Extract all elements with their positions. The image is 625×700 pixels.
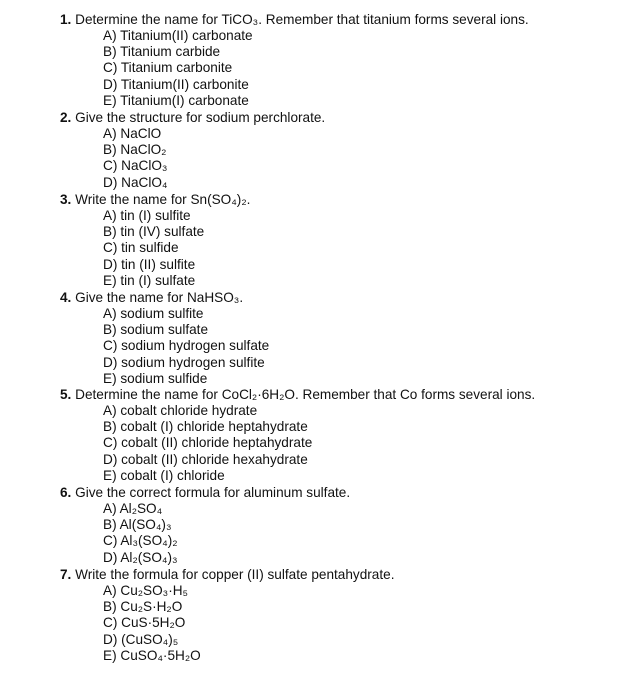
answer-option: C) sodium hydrogen sulfate xyxy=(103,338,270,354)
answer-option: D) cobalt (II) chloride hexahydrate xyxy=(103,451,308,467)
answer-option: B) Al(SO₄)₃ xyxy=(103,517,172,533)
answer-option: B) sodium sulfate xyxy=(103,322,209,338)
answer-option: A) Al₂SO₄ xyxy=(103,501,163,516)
answer-option: A) sodium sulfite xyxy=(103,306,204,321)
answer-option: D) sodium hydrogen sulfite xyxy=(103,354,265,370)
answer-option: C) CuS·5H₂O xyxy=(103,615,186,631)
answer-option: E) Titanium(I) carbonate xyxy=(103,92,249,108)
answer-option: E) cobalt (I) chloride xyxy=(103,467,225,483)
answer-option: C) Titanium carbonite xyxy=(103,60,233,76)
answer-option: C) tin sulfide xyxy=(103,240,179,256)
answer-option: D) Titanium(II) carbonite xyxy=(103,76,249,92)
question-prompt: Write the formula for copper (II) sulfate pentahydrate. xyxy=(75,567,395,582)
answer-option: A) NaClO xyxy=(103,126,162,141)
question-number: 5. xyxy=(60,387,72,402)
answer-option: C) NaClO₃ xyxy=(103,158,168,174)
answer-option: A) tin (I) sulfite xyxy=(103,208,191,223)
answer-option: A) Cu₂SO₃·H₅ xyxy=(103,583,189,598)
answer-option: B) Cu₂S·H₂O xyxy=(103,599,183,615)
question-6 xyxy=(60,485,620,566)
question-2 xyxy=(60,110,620,191)
answer-option: C) cobalt (II) chloride heptahydrate xyxy=(103,435,313,451)
answer-option: A) Titanium(II) carbonate xyxy=(103,28,253,43)
answer-option: B) NaClO₂ xyxy=(103,142,167,158)
question-prompt: Give the name for NaHSO₃. xyxy=(75,290,244,305)
question-7 xyxy=(60,567,620,664)
question-number: 6. xyxy=(60,485,72,500)
answer-option: D) tin (II) sulfite xyxy=(103,256,196,272)
answer-option: E) tin (I) sulfate xyxy=(103,272,196,288)
answer-option: E) sodium sulfide xyxy=(103,370,208,386)
answer-option: D) (CuSO₄)₅ xyxy=(103,631,179,647)
question-3 xyxy=(60,192,620,289)
answer-option: D) Al₂(SO₄)₃ xyxy=(103,549,178,565)
question-prompt: Determine the name for TiCO₃. Remember that titanium forms several ions. xyxy=(75,12,529,27)
question-prompt: Give the correct formula for aluminum sulfate. xyxy=(75,485,351,500)
answer-option: B) cobalt (I) chloride heptahydrate xyxy=(103,419,308,435)
question-number: 2. xyxy=(60,110,72,125)
question-number: 1. xyxy=(60,12,72,27)
question-number: 4. xyxy=(60,290,72,305)
question-5 xyxy=(60,387,620,484)
question-1 xyxy=(60,12,620,109)
question-number: 3. xyxy=(60,192,72,207)
question-number: 7. xyxy=(60,567,72,582)
question-4 xyxy=(60,290,620,387)
answer-option: B) tin (IV) sulfate xyxy=(103,224,205,240)
answer-option: B) Titanium carbide xyxy=(103,44,221,60)
question-prompt: Give the structure for sodium perchlorate. xyxy=(75,110,326,125)
answer-option: C) Al₃(SO₄)₂ xyxy=(103,533,178,549)
question-prompt: Determine the name for CoCl₂·6H₂O. Remember that Co forms several ions. xyxy=(75,387,536,402)
question-prompt: Write the name for Sn(SO₄)₂. xyxy=(75,192,251,207)
answer-option: E) CuSO₄·5H₂O xyxy=(103,647,201,663)
answer-option: A) cobalt chloride hydrate xyxy=(103,403,258,418)
answer-option: D) NaClO₄ xyxy=(103,174,168,190)
